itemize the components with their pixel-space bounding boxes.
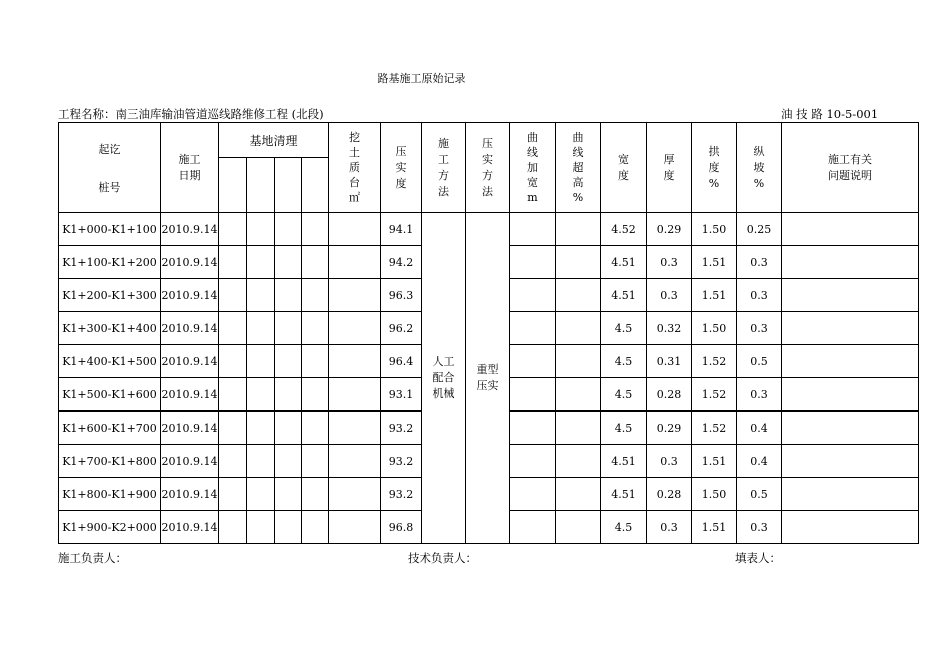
cell-cutfill — [329, 478, 381, 511]
cell-clearing — [219, 411, 247, 445]
cell-notes — [782, 246, 919, 279]
cell-notes — [782, 345, 919, 378]
header-compaction — [381, 123, 422, 213]
cell-slope: 0.5 — [737, 478, 782, 511]
cell-clearing — [275, 345, 302, 378]
cell-cutfill — [329, 511, 381, 544]
cell-clearing — [219, 279, 247, 312]
header-char: 宽 — [527, 176, 539, 189]
cell-clearing — [219, 312, 247, 345]
cell-clearing — [219, 213, 247, 246]
cell-clearing — [302, 312, 329, 345]
compact-method-text: 重型 — [476, 363, 499, 376]
cell-clearing — [275, 312, 302, 345]
cell-camber: 1.51 — [692, 445, 737, 478]
cell-slope: 0.3 — [737, 246, 782, 279]
cell-clearing — [247, 279, 275, 312]
header-char: 拱 — [708, 144, 720, 158]
cell-thickness: 0.28 — [647, 378, 692, 412]
cell-clearing — [302, 213, 329, 246]
cell-width: 4.5 — [601, 511, 647, 544]
cell-curve-super — [556, 478, 601, 511]
cell-compaction: 93.2 — [381, 411, 422, 445]
cell-cutfill — [329, 312, 381, 345]
cell-clearing — [247, 246, 275, 279]
header-char: 超 — [572, 161, 584, 174]
cell-thickness: 0.3 — [647, 279, 692, 312]
header-curve-widen — [510, 123, 556, 213]
header-char: 方 — [438, 168, 450, 182]
header-char: % — [753, 176, 765, 190]
header-date-line1: 施工 — [178, 152, 201, 166]
header-char: 实 — [482, 152, 494, 166]
cell-station: K1+900-K2+000 — [59, 511, 161, 544]
cell-station: K1+600-K1+700 — [59, 411, 161, 445]
cell-compaction: 96.2 — [381, 312, 422, 345]
cell-curve-super — [556, 511, 601, 544]
cell-method-merged — [422, 213, 466, 544]
cell-notes — [782, 411, 919, 445]
cell-station: K1+400-K1+500 — [59, 345, 161, 378]
header-char: 挖 — [349, 131, 361, 144]
cell-curve-widen — [510, 445, 556, 478]
header-char: 土 — [349, 146, 361, 159]
header-char: 法 — [482, 184, 494, 198]
cell-clearing — [247, 378, 275, 412]
header-char: 度 — [663, 168, 675, 182]
cell-date: 2010.9.14 — [161, 246, 219, 279]
header-char: 度 — [395, 176, 407, 190]
compact-method-text: 压实 — [476, 379, 499, 392]
clearing-subcell — [302, 158, 329, 213]
cell-date: 2010.9.14 — [161, 445, 219, 478]
header-char: 宽 — [618, 152, 630, 166]
cell-slope: 0.3 — [737, 511, 782, 544]
header-char: 高 — [572, 176, 584, 189]
header-curve-super — [556, 123, 601, 213]
cell-width: 4.5 — [601, 345, 647, 378]
cell-notes — [782, 378, 919, 412]
cell-clearing — [219, 378, 247, 412]
cell-clearing — [219, 345, 247, 378]
cell-camber: 1.52 — [692, 411, 737, 445]
cell-clearing — [302, 445, 329, 478]
cell-curve-widen — [510, 411, 556, 445]
cell-thickness: 0.3 — [647, 511, 692, 544]
clearing-subcell — [219, 158, 247, 213]
cell-curve-widen — [510, 511, 556, 544]
document-title: 路基施工原始记录 — [377, 72, 466, 85]
clearing-subcell — [247, 158, 275, 213]
header-char: m — [527, 191, 538, 204]
cell-curve-widen — [510, 213, 556, 246]
table-row — [59, 213, 919, 246]
header-char: 压 — [395, 144, 407, 158]
header-char: 质 — [349, 161, 361, 174]
cell-date: 2010.9.14 — [161, 411, 219, 445]
cell-clearing — [302, 345, 329, 378]
cell-station: K1+500-K1+600 — [59, 378, 161, 412]
cell-slope: 0.25 — [737, 213, 782, 246]
cell-curve-super — [556, 378, 601, 412]
cell-date: 2010.9.14 — [161, 511, 219, 544]
cell-cutfill — [329, 345, 381, 378]
cell-compaction: 96.3 — [381, 279, 422, 312]
header-char: % — [708, 176, 720, 190]
cell-date: 2010.9.14 — [161, 279, 219, 312]
cell-clearing — [219, 478, 247, 511]
cell-slope: 0.3 — [737, 312, 782, 345]
cell-clearing — [247, 213, 275, 246]
header-method — [422, 123, 466, 213]
cell-compaction: 96.8 — [381, 511, 422, 544]
method-text: 机械 — [432, 387, 455, 400]
cell-width: 4.51 — [601, 279, 647, 312]
cell-compact-method-merged — [466, 213, 510, 544]
cell-curve-super — [556, 279, 601, 312]
header-char: 线 — [527, 146, 539, 159]
cell-clearing — [219, 445, 247, 478]
cell-cutfill — [329, 411, 381, 445]
cell-camber: 1.52 — [692, 345, 737, 378]
cell-notes — [782, 478, 919, 511]
header-date — [161, 123, 219, 213]
header-cutfill — [329, 123, 381, 213]
cell-camber: 1.51 — [692, 279, 737, 312]
header-station — [59, 123, 161, 213]
cell-curve-super — [556, 246, 601, 279]
cell-width: 4.51 — [601, 445, 647, 478]
header-char: 压 — [482, 136, 494, 150]
header-station-line1: 起讫 — [98, 142, 121, 156]
header-char: ㎡ — [349, 191, 361, 204]
cell-slope: 0.5 — [737, 345, 782, 378]
project-name: 工程名称：南三油库输油管道巡线路维修工程 (北段) — [58, 107, 324, 121]
document-code: 油 技 路 10-5-001 — [781, 107, 879, 121]
cell-clearing — [219, 246, 247, 279]
cell-width: 4.5 — [601, 312, 647, 345]
cell-notes — [782, 213, 919, 246]
cell-clearing — [302, 378, 329, 412]
cell-thickness: 0.28 — [647, 478, 692, 511]
cell-compaction: 93.2 — [381, 478, 422, 511]
cell-clearing — [219, 511, 247, 544]
cell-cutfill — [329, 445, 381, 478]
footer-filler: 填表人： — [735, 551, 781, 565]
record-table — [58, 122, 919, 544]
header-char: 纵 — [753, 144, 765, 158]
cell-camber: 1.50 — [692, 312, 737, 345]
cell-date: 2010.9.14 — [161, 478, 219, 511]
cell-clearing — [247, 312, 275, 345]
cell-curve-super — [556, 411, 601, 445]
cell-clearing — [247, 478, 275, 511]
cell-camber: 1.52 — [692, 378, 737, 412]
cell-curve-widen — [510, 246, 556, 279]
cell-station: K1+700-K1+800 — [59, 445, 161, 478]
header-compact-method — [466, 123, 510, 213]
cell-clearing — [275, 445, 302, 478]
cell-curve-widen — [510, 279, 556, 312]
cell-slope: 0.3 — [737, 279, 782, 312]
cell-notes — [782, 445, 919, 478]
cell-station: K1+100-K1+200 — [59, 246, 161, 279]
cell-camber: 1.50 — [692, 478, 737, 511]
cell-notes — [782, 279, 919, 312]
cell-compaction: 96.4 — [381, 345, 422, 378]
header-char: 法 — [438, 184, 450, 198]
cell-curve-widen — [510, 345, 556, 378]
cell-camber: 1.51 — [692, 246, 737, 279]
cell-curve-widen — [510, 312, 556, 345]
cell-curve-super — [556, 312, 601, 345]
cell-cutfill — [329, 378, 381, 412]
method-text: 人工 — [432, 355, 455, 368]
header-notes — [782, 123, 919, 213]
cell-station: K1+300-K1+400 — [59, 312, 161, 345]
header-char: 工 — [438, 152, 450, 166]
cell-station: K1+200-K1+300 — [59, 279, 161, 312]
cell-camber: 1.51 — [692, 511, 737, 544]
header-char: 度 — [618, 168, 630, 182]
cell-clearing — [302, 279, 329, 312]
header-char: 方 — [482, 168, 494, 182]
cell-date: 2010.9.14 — [161, 345, 219, 378]
cell-width: 4.5 — [601, 411, 647, 445]
cell-station: K1+000-K1+100 — [59, 213, 161, 246]
header-clearing: 基地清理 — [219, 123, 329, 158]
header-notes-line1: 施工有关 — [828, 152, 873, 166]
cell-slope: 0.4 — [737, 411, 782, 445]
cell-date: 2010.9.14 — [161, 213, 219, 246]
cell-clearing — [275, 411, 302, 445]
cell-station: K1+800-K1+900 — [59, 478, 161, 511]
cell-thickness: 0.29 — [647, 213, 692, 246]
header-char: 施 — [438, 136, 450, 150]
cell-cutfill — [329, 213, 381, 246]
cell-compaction: 94.1 — [381, 213, 422, 246]
cell-cutfill — [329, 246, 381, 279]
cell-camber: 1.50 — [692, 213, 737, 246]
header-camber — [692, 123, 737, 213]
cell-width: 4.51 — [601, 246, 647, 279]
cell-date: 2010.9.14 — [161, 312, 219, 345]
header-thickness — [647, 123, 692, 213]
cell-thickness: 0.31 — [647, 345, 692, 378]
header-char: 加 — [527, 161, 539, 174]
cell-compaction: 94.2 — [381, 246, 422, 279]
header-width — [601, 123, 647, 213]
header-char: 实 — [395, 160, 407, 174]
cell-clearing — [302, 411, 329, 445]
cell-curve-widen — [510, 478, 556, 511]
footer-construction-lead: 施工负责人： — [58, 551, 127, 565]
cell-thickness: 0.3 — [647, 445, 692, 478]
cell-clearing — [247, 411, 275, 445]
cell-clearing — [275, 478, 302, 511]
cell-cutfill — [329, 279, 381, 312]
header-char: 曲 — [527, 131, 539, 144]
clearing-subcell — [275, 158, 302, 213]
cell-curve-super — [556, 445, 601, 478]
header-char: 坡 — [753, 160, 765, 174]
cell-clearing — [302, 246, 329, 279]
header-slope — [737, 123, 782, 213]
cell-thickness: 0.3 — [647, 246, 692, 279]
cell-thickness: 0.32 — [647, 312, 692, 345]
cell-slope: 0.3 — [737, 378, 782, 412]
cell-compaction: 93.1 — [381, 378, 422, 412]
cell-clearing — [275, 246, 302, 279]
cell-width: 4.51 — [601, 478, 647, 511]
header-notes-line2: 问题说明 — [828, 168, 873, 182]
cell-notes — [782, 511, 919, 544]
cell-clearing — [275, 213, 302, 246]
cell-clearing — [302, 511, 329, 544]
header-char: % — [572, 191, 584, 204]
cell-clearing — [247, 511, 275, 544]
cell-width: 4.52 — [601, 213, 647, 246]
cell-clearing — [302, 478, 329, 511]
cell-compaction: 93.2 — [381, 445, 422, 478]
cell-width: 4.5 — [601, 378, 647, 412]
header-station-line2: 桩号 — [98, 180, 121, 194]
cell-notes — [782, 312, 919, 345]
header-char: 台 — [349, 176, 361, 189]
header-char: 厚 — [663, 152, 675, 166]
cell-clearing — [275, 378, 302, 412]
header-date-line2: 日期 — [178, 168, 201, 182]
cell-slope: 0.4 — [737, 445, 782, 478]
cell-clearing — [275, 279, 302, 312]
method-text: 配合 — [432, 371, 455, 384]
header-char: 曲 — [572, 131, 584, 144]
cell-clearing — [275, 511, 302, 544]
cell-clearing — [247, 445, 275, 478]
footer-tech-lead: 技术负责人： — [408, 551, 477, 565]
header-char: 度 — [708, 160, 720, 174]
cell-date: 2010.9.14 — [161, 378, 219, 412]
cell-thickness: 0.29 — [647, 411, 692, 445]
cell-curve-super — [556, 345, 601, 378]
cell-curve-widen — [510, 378, 556, 412]
cell-clearing — [247, 345, 275, 378]
header-char: 线 — [572, 146, 584, 159]
cell-curve-super — [556, 213, 601, 246]
